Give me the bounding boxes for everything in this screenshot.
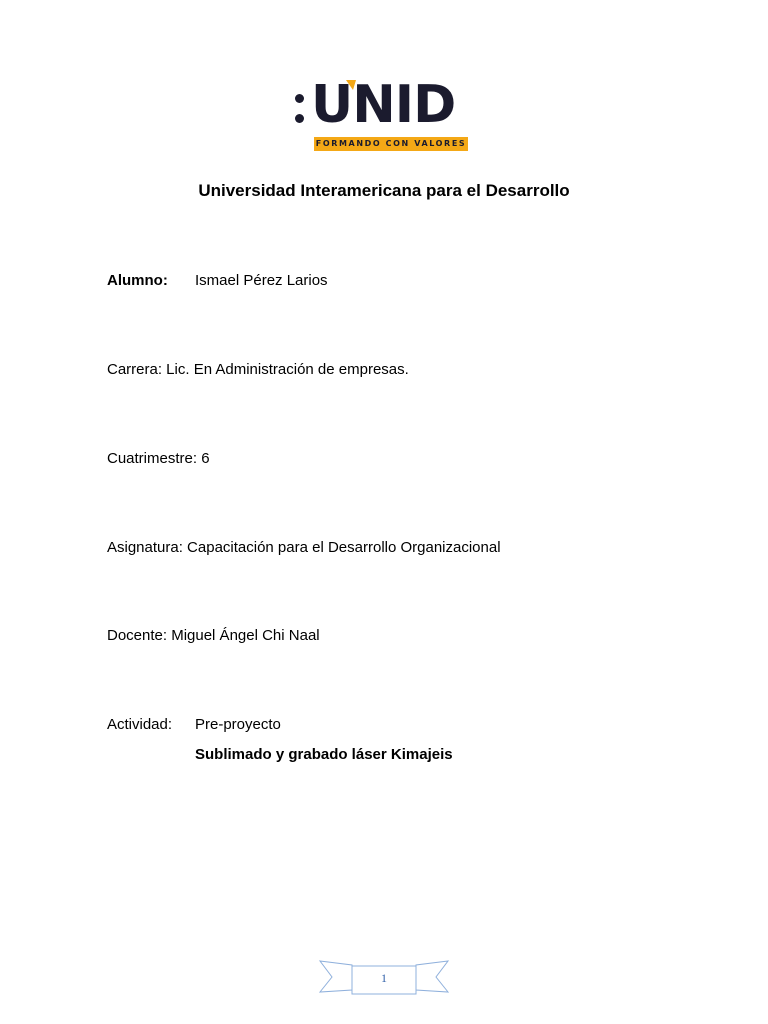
- logo-colon-mark: [293, 90, 305, 132]
- alumno-label: Alumno:: [107, 272, 168, 289]
- cuatrimestre-row: Cuatrimestre: 6: [107, 450, 210, 467]
- unid-logo: [293, 75, 473, 154]
- asignatura-row: Asignatura: Capacitación para el Desarrollo Organizacional: [107, 539, 501, 556]
- logo-wordmark: UNID: [311, 75, 456, 135]
- actividad-row: [107, 715, 281, 735]
- docente-row: Docente: Miguel Ángel Chi Naal: [107, 627, 320, 644]
- actividad-value: Pre-proyecto: [195, 716, 281, 733]
- alumno-value: Ismael Pérez Larios: [195, 272, 328, 289]
- carrera-row: Carrera: Lic. En Administración de empresas.: [107, 361, 409, 378]
- page-number-ribbon: [318, 958, 450, 998]
- university-title: Universidad Interamericana para el Desarrollo: [198, 181, 570, 200]
- project-title: Sublimado y grabado láser Kimajeis: [195, 746, 453, 763]
- logo-tagline: FORMANDO CON VALORES: [314, 137, 468, 151]
- alumno-row: [107, 271, 328, 291]
- page-number: 1: [381, 971, 387, 985]
- actividad-label: Actividad:: [107, 716, 173, 733]
